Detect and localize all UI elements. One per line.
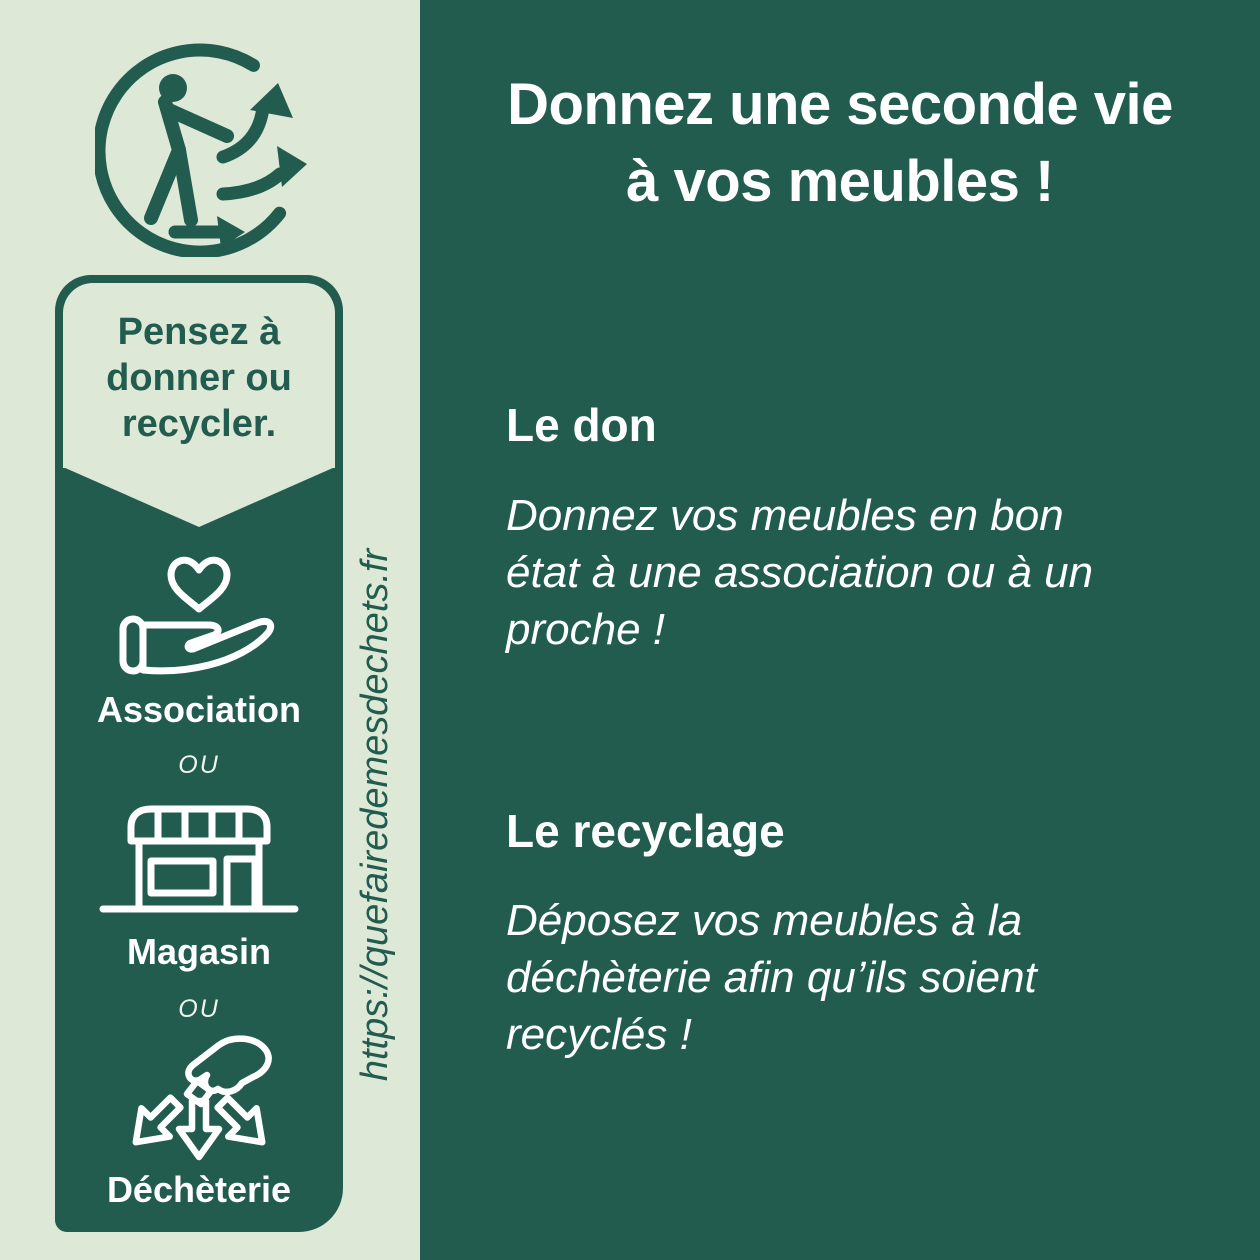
body-line: Déposez vos meubles à la <box>506 896 1023 945</box>
channel-label-magasin: Magasin <box>126 931 272 972</box>
banner-line: recycler. <box>121 403 277 445</box>
section-body-recyclage <box>506 892 1206 1063</box>
channel-label-association: Association <box>96 689 302 730</box>
page-title <box>420 66 1260 220</box>
title-line: à vos meubles ! <box>626 149 1054 214</box>
section-heading-recyclage: Le recyclage <box>506 805 785 857</box>
section-heading-don: Le don <box>506 399 657 451</box>
storefront-icon <box>99 803 299 915</box>
channel-label-dechetterie: Déchèterie <box>106 1169 292 1210</box>
banner-line: donner ou <box>106 357 292 399</box>
separator-ou: OU <box>178 751 220 779</box>
triman-recycling-logo-icon <box>95 42 310 257</box>
left-ribbon-column <box>55 275 343 1232</box>
title-line: Donnez une seconde vie <box>507 72 1173 137</box>
website-url: https://quefairedemesdechets.fr <box>354 548 396 1082</box>
section-body-don <box>506 487 1206 658</box>
body-line: proche ! <box>506 605 665 654</box>
body-line: Donnez vos meubles en bon <box>506 491 1064 540</box>
body-line: déchèterie afin qu’ils soient <box>506 953 1037 1002</box>
banner-chevron <box>63 467 335 527</box>
body-line: état à une association ou à un <box>506 548 1094 597</box>
hand-heart-icon <box>119 553 279 677</box>
main-panel <box>420 0 1260 1260</box>
separator-ou: OU <box>178 995 220 1023</box>
banner-line: Pensez à <box>117 311 281 353</box>
banner-text <box>63 283 335 447</box>
body-line: recyclés ! <box>506 1010 692 1059</box>
hand-dropping-waste-icon <box>123 1033 275 1165</box>
banner-panel <box>63 283 335 468</box>
